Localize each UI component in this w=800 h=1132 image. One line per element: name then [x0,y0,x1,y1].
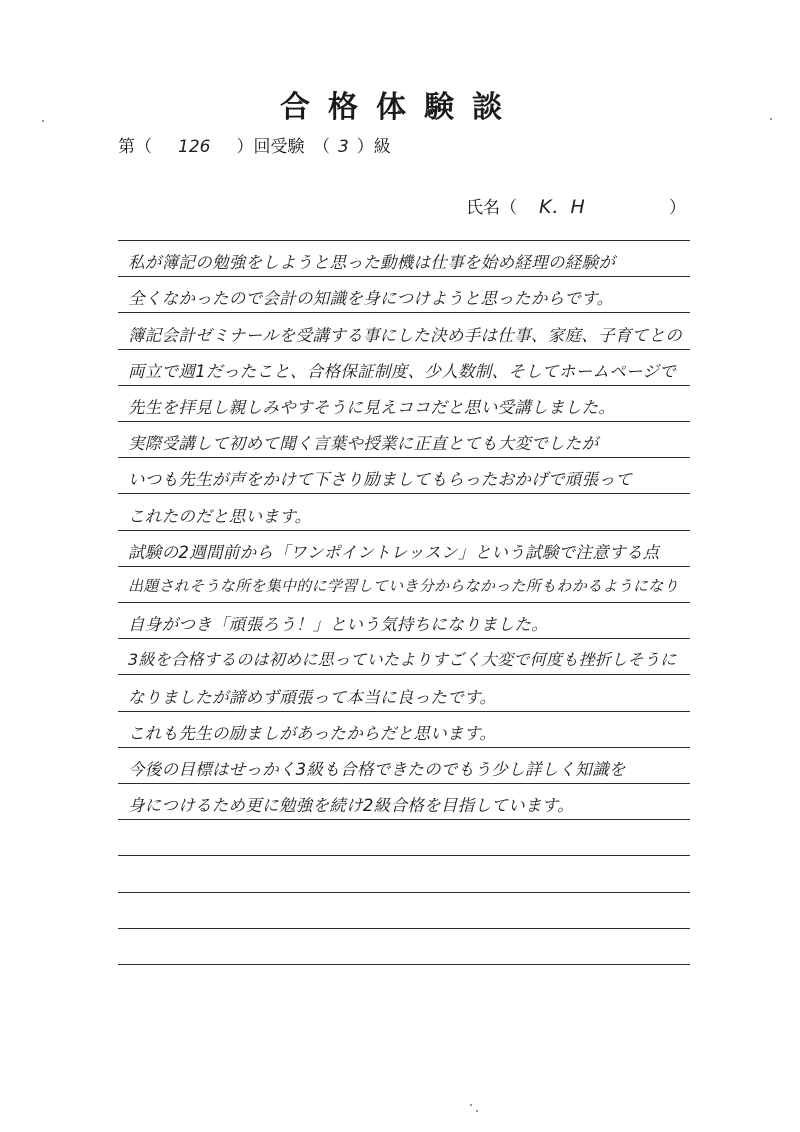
handwritten-line: なりましたが諦めず頑張って本当に良ったです。 [128,688,497,707]
ruled-line [118,928,690,929]
ruled-line [118,385,690,386]
ruled-line [118,276,690,277]
scan-speck [470,1104,472,1106]
exam-mid: ）回受験 （ [236,137,330,157]
grade-value: 3 [337,137,349,157]
ruled-line [118,747,690,748]
name-label: 氏名（ [466,198,517,218]
handwritten-line: 私が簿記の勉強をしようと思った動機は仕事を始め経理の経験が [128,253,616,272]
handwritten-line: これも先生の励ましがあったからだと思います。 [128,724,497,743]
ruled-line [118,457,690,458]
name-value: K．H [539,196,585,218]
scan-speck [770,118,772,120]
handwritten-line: 自身がつき「頑張ろう！」という気持ちになりました。 [128,615,548,634]
ruled-line [118,819,690,820]
ruled-line [118,638,690,639]
ruled-line [118,711,690,712]
ruled-line [118,783,690,784]
exam-prefix: 第（ [118,137,152,157]
handwritten-line: いつも先生が声をかけて下さり励ましてもらったおかげで頑張って [128,470,632,489]
handwritten-line: 簿記会計ゼミナールを受講する事にした決め手は仕事、家庭、子育てとの [128,326,683,345]
handwritten-line: 出題されそうな所を集中的に学習していき分からなかった所もわかるようになり [128,577,679,595]
ruled-line [118,566,690,567]
ruled-line [118,530,690,531]
handwritten-line: 先生を拝見し親しみやすそうに見えココだと思い受講しました。 [128,398,616,417]
ruled-line [118,964,690,965]
ruled-line [118,674,690,675]
name-close: ） [669,198,686,218]
handwritten-line: 試験の2週間前から「ワンポイントレッスン」という試験で注意する点 [128,543,660,562]
ruled-line [118,855,690,856]
ruled-lines [118,0,690,1132]
page-title: 合格体験談 [280,90,520,125]
handwritten-line: 実際受講して初めて聞く言葉や授業に正直とても大変でしたが [128,434,599,453]
ruled-line [118,349,690,350]
handwritten-line: これたのだと思います。 [128,507,312,526]
scan-speck [42,120,44,122]
ruled-line [118,240,690,241]
exam-number: 126 [178,137,211,157]
ruled-line [118,602,690,603]
ruled-line [118,493,690,494]
grade-suffix: ）級 [356,137,391,157]
handwritten-line: 今後の目標はせっかく3級も合格できたのでもう少し詳しく知識を [128,760,626,779]
handwritten-line: 身につけるため更に勉強を続け2級合格を目指しています。 [128,796,574,815]
handwritten-line: 3級を合格するのは初めに思っていたよりすごく大変で何度も挫折しそうに [128,650,677,669]
ruled-line [118,312,690,313]
ruled-line [118,892,690,893]
handwritten-line: 全くなかったので会計の知識を身につけようと思ったからです。 [128,289,614,308]
scan-speck [476,1110,478,1112]
ruled-line [118,421,690,422]
handwritten-line: 両立で週1だったこと、合格保証制度、少人数制、そしてホームページで [128,362,677,381]
